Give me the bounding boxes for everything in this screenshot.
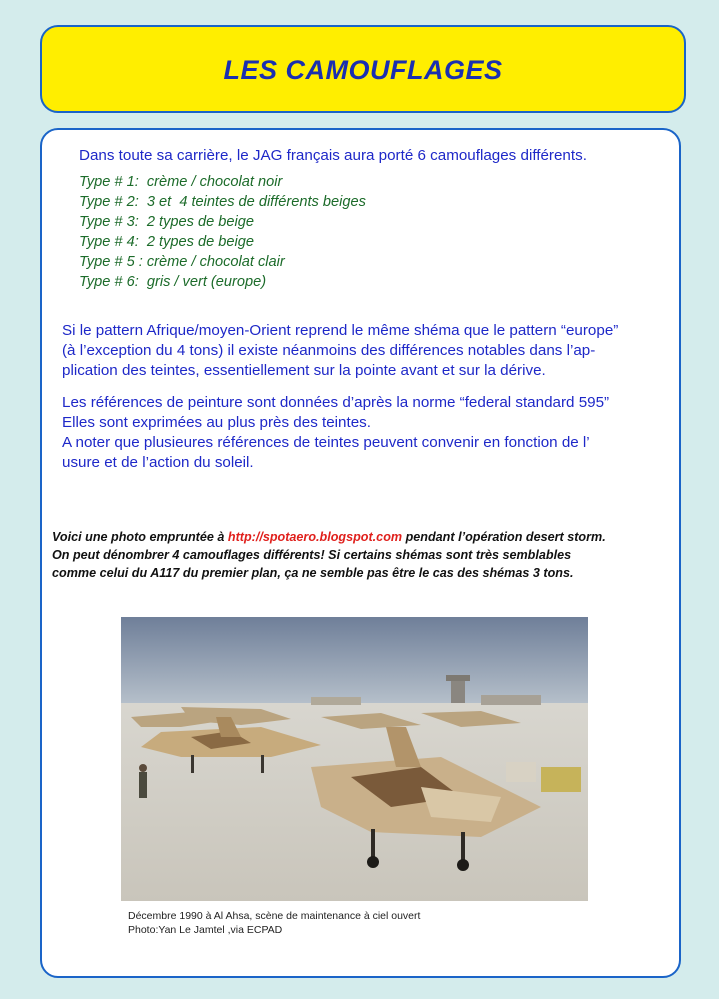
intro-text: Dans toute sa carrière, le JAG français aura porté 6 camouflages différents.	[79, 147, 587, 164]
note-line: comme celui du A117 du premier plan, ça ne semble pas être le cas des shémas 3 tons.	[52, 566, 574, 580]
content-panel	[40, 128, 681, 978]
type-item: Type # 6: gris / vert (europe)	[79, 274, 267, 290]
paragraph-line: usure et de l’action du soleil.	[62, 454, 254, 471]
pattern-paragraph	[62, 321, 618, 381]
paragraph-line: (à l’exception du 4 tons) il existe néanmoins des différences notables dans l’ap-	[62, 342, 596, 359]
note-suffix: pendant l’opération desert storm.	[402, 530, 606, 544]
type-item: Type # 5 : crème / chocolat clair	[79, 254, 285, 270]
type-item: Type # 2: 3 et 4 teintes de différents beiges	[79, 194, 366, 210]
note-line: On peut dénombrer 4 camouflages différents! Si certains shémas sont très semblables	[52, 548, 572, 562]
camouflage-types-list	[79, 172, 366, 292]
paragraph-line: Elles sont exprimées au plus près des teintes.	[62, 414, 371, 431]
paint-reference-paragraph	[62, 393, 609, 473]
paragraph-line: plication des teintes, essentiellement sur la pointe avant et sur la dérive.	[62, 362, 546, 379]
source-link[interactable]: http://spotaero.blogspot.com	[227, 530, 403, 544]
type-item: Type # 1: crème / chocolat noir	[79, 174, 283, 190]
paragraph-line: A noter que plusieures références de teintes peuvent convenir en fonction de l’	[62, 434, 590, 451]
page-title: LES CAMOUFLAGES	[223, 54, 503, 85]
paragraph-line: Si le pattern Afrique/moyen-Orient reprend le même shéma que le pattern “europe”	[62, 322, 619, 339]
caption-line: Décembre 1990 à Al Ahsa, scène de maintenance à ciel ouvert	[128, 910, 421, 922]
photo-note	[52, 528, 680, 582]
photo-caption	[128, 909, 420, 937]
type-item: Type # 4: 2 types de beige	[79, 234, 254, 250]
note-prefix: Voici une photo empruntée à	[52, 530, 228, 544]
title-banner	[40, 25, 686, 113]
paragraph-line: Les références de peinture sont données d’après la norme “federal standard 595”	[62, 394, 610, 411]
jaguar-photo	[121, 617, 588, 901]
type-item: Type # 3: 2 types de beige	[79, 214, 254, 230]
caption-line: Photo:Yan Le Jamtel ,via ECPAD	[128, 924, 283, 936]
